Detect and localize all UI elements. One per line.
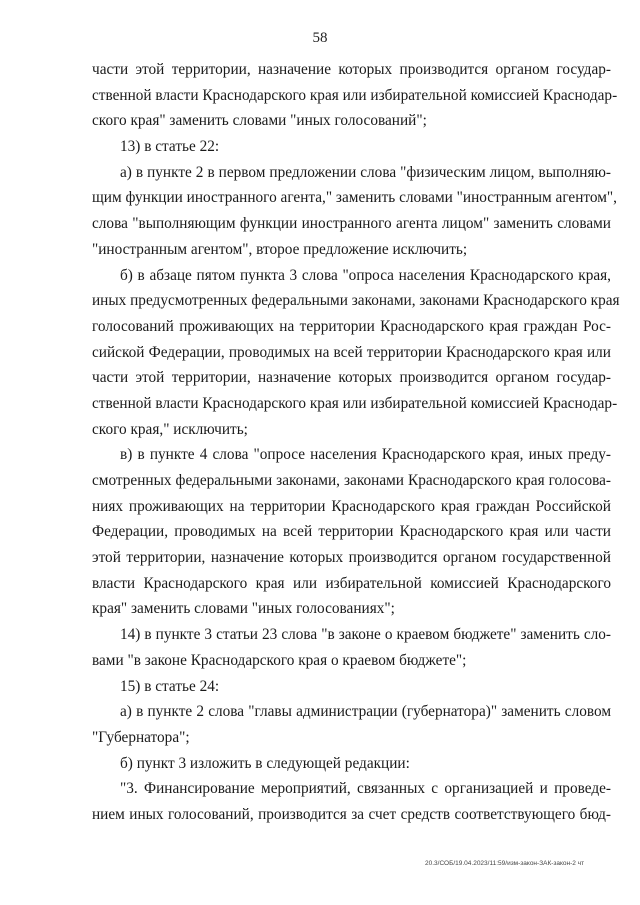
text-line: края" заменить словами "иных голосованиях"; [92,600,395,618]
text-line: ственной власти Краснодарского края или избирательной комиссией Краснодар- [92,394,618,412]
text-line: сийской Федерации, проводимых на всей территории Краснодарского края или [92,343,611,361]
text-line: этой территории, назначение которых производится органом государственной [92,549,611,567]
text-line: 15) в статье 24: [120,677,220,695]
text-line: Федерации, проводимых на всей территории Краснодарского края или части [92,523,611,541]
text-line: б) в абзаце пятом пункта 3 слова "опроса населения Краснодарского края, [120,266,611,284]
text-line: части этой территории, назначение которых производится органом государ- [92,61,611,78]
text-line: иных предусмотренных федеральными законами, законами Краснодарского края [92,292,620,310]
text-line: 14) в пункте 3 статьи 23 слова "в законе о краевом бюджете" заменить сло- [120,626,611,644]
text-line: части этой территории, назначение которых производится органом государ- [92,369,611,387]
text-line: ственной власти Краснодарского края или избирательной комиссией Краснодар- [92,86,618,104]
text-line: "иностранным агентом", второе предложение исключить; [92,240,468,258]
text-line: щим функции иностранного агента," заменить словами "иностранным агентом", [92,189,617,207]
text-line: слова "выполняющим функции иностранного агента лицом" заменить словами [92,215,611,233]
text-line: вами "в законе Краснодарского края о краевом бюджете"; [92,651,467,669]
text-line: "3. Финансирование мероприятий, связанных с организацией и проведе- [120,780,611,798]
document-body [92,57,620,828]
footer-stamp: 20.3/СОБ/19.04.2023/11:59/изм-закон-ЗАК-закон-2 чт [425,860,585,867]
page-number: 58 [312,30,328,46]
text-line: ского края" заменить словами "иных голосований"; [92,112,427,130]
text-line: а) в пункте 2 в первом предложении слова "физическим лицом, выполняю- [120,163,611,181]
text-line: а) в пункте 2 слова "главы администрации (губернатора)" заменить словом [120,703,611,721]
text-line: в) в пункте 4 слова "опросе населения Краснодарского края, иных преду- [120,446,611,464]
text-line: власти Краснодарского края или избирательной комиссией Краснодарского [92,574,611,592]
text-line: ниях проживающих на территории Краснодарского края граждан Российской [92,497,611,515]
text-line: 13) в статье 22: [120,138,220,156]
text-line: голосований проживающих на территории Краснодарского края граждан Рос- [92,317,611,335]
text-line: ского края," исключить; [92,420,248,438]
text-line: б) пункт 3 изложить в следующей редакции: [120,754,410,772]
text-line: "Губернатора"; [92,728,190,746]
text-line: нием иных голосований, производится за счет средств соответствующего бюд- [92,805,611,823]
text-line: смотренных федеральными законами, законами Краснодарского края голосова- [92,472,611,489]
